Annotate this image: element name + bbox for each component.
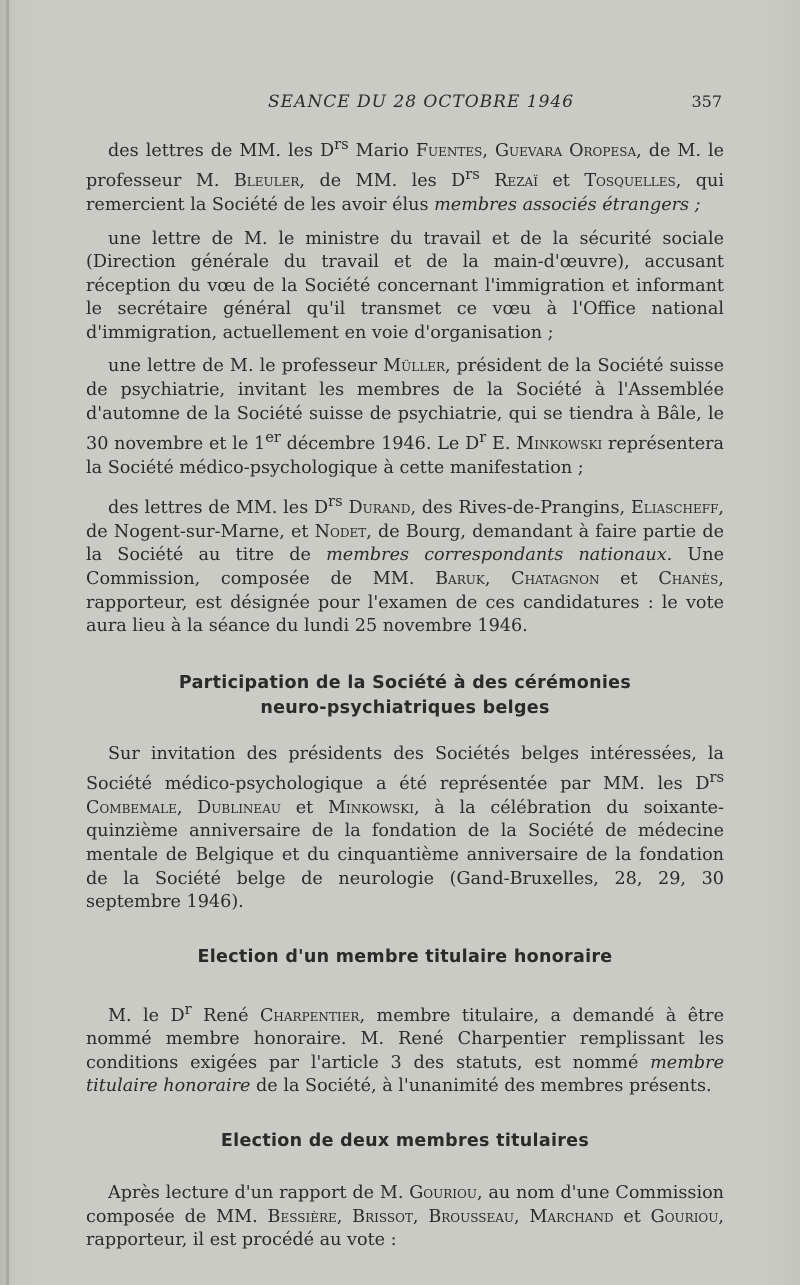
paragraph-letters-candidates (86, 490, 724, 638)
text-run: Sur invitation des présidents des Sociétés belges intéressées, la Société médico-psychologique a été représentée par MM. les D (86, 743, 724, 795)
heading-line: Participation de la Société à des cérémonies (178, 672, 632, 693)
person-names: Bessière, Brissot, Brousseau, Marchand (267, 1206, 614, 1227)
text-run: , qui remercient la Société de les avoir élus (86, 171, 724, 215)
superscript: er (265, 429, 281, 447)
text-run: et (599, 568, 659, 589)
text-run: , rapporteur, il est procédé au vote : (86, 1206, 724, 1251)
paragraph-honorary-member (86, 998, 724, 1099)
text-run: une lettre de M. le professeur (108, 356, 384, 377)
italic-text: membres associés étrangers ; (434, 194, 701, 215)
person-name: Durand (348, 498, 411, 519)
text-run: , de MM. les D (299, 171, 466, 192)
text-run: , (484, 568, 512, 589)
italic-text: membres correspondants nationaux (326, 545, 667, 566)
text-run: , de Nogent-sur-Marne, et (86, 498, 724, 542)
text-run: . Une Commission, composée de MM. (86, 545, 724, 589)
text-run: , à la célébration du soixante-quinzième anniversaire de la fondation de la Société de médecine mentale de Belgique et du cinquantième anniversaire de la fondation de la Société belge de neurologie (Gand-Bruxelles, 28, 29, 30 septembre 1946). (86, 797, 724, 913)
person-name: Minkowski (516, 434, 603, 455)
person-names: Fuentes, Guevara Oropesa (415, 140, 637, 161)
text-run: , des Rives-de-Prangins, (410, 498, 631, 519)
superscript: rs (328, 493, 343, 511)
text-run: , de Bourg, demandant à faire partie de la Société au titre de (86, 521, 725, 566)
text-run: des lettres de MM. les D (108, 140, 335, 161)
text-run: E. (486, 434, 517, 455)
paragraph-letter-mueller (86, 355, 724, 480)
page-number: 357 (691, 92, 722, 111)
text-run: M. le D (108, 1005, 185, 1026)
superscript: rs (465, 166, 480, 184)
text-run: René (191, 1005, 260, 1026)
paragraph-letter-minister: une lettre de M. le ministre du travail et de la sécurité sociale (Direction générale du travail et de la main-d'œuvre), accusant réception du vœu de la Société concernant l'immigration et informant le secrétaire général qu'il transmet ce vœu à l'Office national d'immigration, actuellement en voie d'organisation ; (86, 228, 724, 343)
section-heading-titular-members: Election de deux membres titulaires (220, 1130, 590, 1151)
text-run: de la Société, à l'unanimité des membres présents. (250, 1076, 712, 1097)
person-name: Rezaï (494, 171, 538, 192)
person-name: Gouriou (650, 1206, 719, 1227)
text-run: Mario (348, 140, 416, 161)
section-heading-honorary-member: Election d'un membre titulaire honoraire (197, 946, 613, 967)
page-binding-edge (6, 0, 9, 1285)
superscript: rs (709, 769, 724, 787)
person-name: Nodet (314, 521, 367, 542)
person-name: Baruk (435, 568, 485, 589)
person-name: Chanès (658, 568, 719, 589)
superscript: rs (334, 136, 349, 153)
document-body (86, 133, 724, 1263)
person-name: Eliascheff (630, 498, 719, 519)
text-run: décembre 1946. Le D (280, 434, 480, 455)
text-run: , de M. le professeur M. (86, 140, 725, 192)
text-run: des lettres de MM. les D (108, 498, 329, 519)
text-run: , membre titulaire, a demandé à être nommé membre honoraire. M. René Charpentier remplissant les conditions exigées par l'article 3 des statuts, est nommé (86, 1005, 725, 1073)
person-name: Minkowski (327, 797, 414, 818)
text-run: Après lecture d'un rapport de M. (108, 1182, 410, 1203)
paragraph-titular-members (86, 1182, 724, 1253)
text-run: et (280, 797, 328, 818)
italic-text: membre titulaire honoraire (86, 1052, 724, 1097)
heading-line: neuro-psychiatriques belges (260, 697, 550, 718)
section-heading-belgian-ceremonies (86, 671, 724, 721)
person-name: Tosquelles (584, 171, 676, 192)
text-run: et (537, 171, 585, 192)
running-title: SEANCE DU 28 OCTOBRE 1946 (268, 92, 575, 112)
superscript: r (184, 1000, 192, 1018)
paragraph-letters-foreign (86, 133, 724, 218)
person-names: Combemale, Dublineau (86, 797, 281, 818)
text-run (480, 171, 494, 191)
text-run: , au nom d'une Commission composée de MM. (86, 1182, 725, 1227)
superscript: r (479, 429, 487, 447)
text-run: , rapporteur, est désignée pour l'examen de ces candidatures : le vote aura lieu à la séance du lundi 25 novembre 1946. (86, 568, 724, 637)
paragraph-belgian-ceremonies (86, 743, 724, 915)
person-name: Charpentier (259, 1005, 360, 1026)
person-name: Chatagnon (511, 568, 600, 589)
person-name: Bleuler (233, 171, 300, 192)
person-name: Gouriou (409, 1182, 477, 1203)
page-header (82, 92, 722, 120)
person-name: Müller (383, 356, 446, 377)
text-run: et (613, 1206, 651, 1227)
text-run: représentera la Société médico-psychologique à cette manifestation ; (86, 434, 725, 478)
text-run: , président de la Société suisse de psychiatrie, invitant les membres de la Société à l'Assemblée d'automne de la Société suisse de psychiatrie, qui se tiendra à Bâle, le 30 novembre et le 1 (86, 356, 724, 455)
